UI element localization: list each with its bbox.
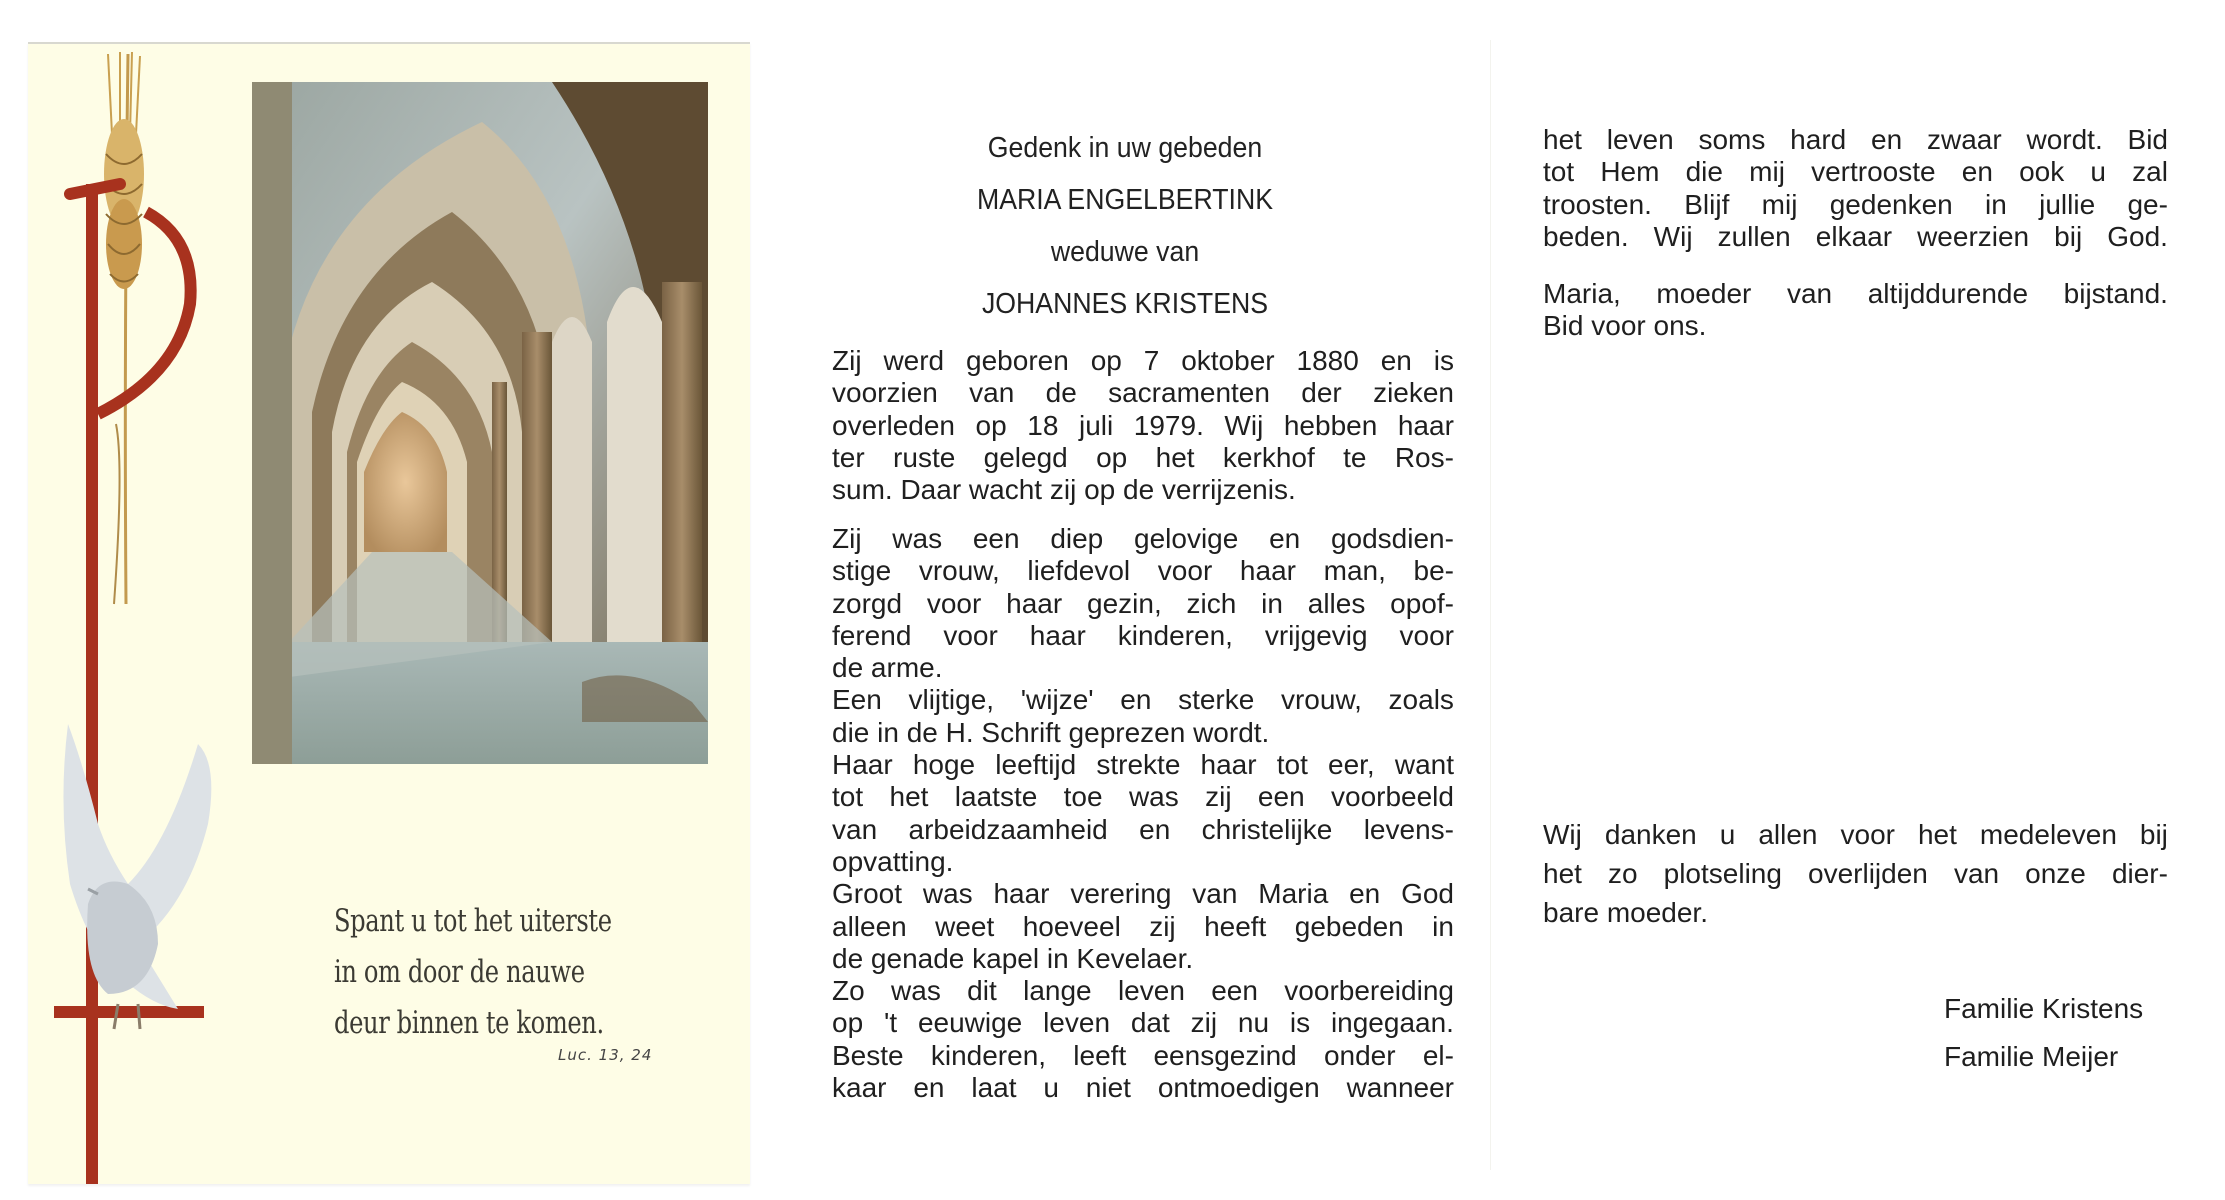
chi-rho-cross-illustration (28, 44, 268, 1184)
text-line: bare moeder. (1543, 897, 1708, 928)
text-line: Beste kinderen, leeft eensgezind onder el- (832, 1039, 1454, 1071)
prayer-card-inner-right (1500, 40, 2210, 1170)
text-line: Maria, moeder van altijddurende bijstand. (1543, 278, 2168, 309)
text-line: Zij was een diep gelovige en godsdien- (832, 523, 1454, 554)
text-line: tot Hem die mij vertrooste en ook u zal (1543, 156, 2168, 188)
text-line: Bid voor ons. (1543, 310, 1707, 342)
marian-invocation (1543, 278, 2168, 343)
text-line: Haar hoge leeftijd strekte haar tot eer, want (832, 749, 1454, 781)
spouse-name: JOHANNES KRISTENS (981, 288, 1269, 320)
text-line: opvatting. (832, 845, 954, 877)
text-line: van arbeidzaamheid en christelijke levens- (832, 813, 1454, 845)
thanks-paragraph (1543, 815, 2168, 932)
relation-text: weduwe van (1050, 236, 1200, 268)
family-signatures (1944, 985, 2143, 1081)
chi-rho-symbol (54, 184, 204, 1184)
deceased-name: MARIA ENGELBERTINK (976, 184, 1274, 216)
memorial-header (803, 122, 1447, 330)
prayer-card-front (28, 42, 750, 1184)
quote-line: deur binnen te komen. (334, 1005, 604, 1041)
text-line: Groot was haar verering van Maria en God (832, 878, 1454, 910)
text-line: het leven soms hard en zwaar wordt. Bid (1543, 124, 2168, 155)
text-line: op 't eeuwige leven dat zij nu is ingegaan. (832, 1007, 1454, 1039)
cloister-illustration (252, 82, 708, 764)
text-line: voorzien van de sacramenten der zieken (832, 377, 1454, 409)
text-line: beden. Wij zullen elkaar weerzien bij God. (1543, 220, 2168, 252)
text-line: zorgd voor haar gezin, zich in alles opof- (832, 587, 1454, 619)
text-line: Zij werd geboren op 7 oktober 1880 en is (832, 345, 1454, 376)
text-line: de genade kapel in Kevelaer. (832, 942, 1194, 974)
prayer-card-inner-left (775, 40, 1475, 1170)
text-line: Wij danken u allen voor het medeleven bij (1543, 819, 2168, 850)
text-line: Een vlijtige, 'wijze' en sterke vrouw, zoals (832, 684, 1454, 716)
text-line: stige vrouw, liefdevol voor haar man, be- (832, 555, 1454, 587)
text-line: alleen weet hoeveel zij heeft gebeden in (832, 910, 1454, 942)
text-line: sum. Daar wacht zij op de verrijzenis. (832, 474, 1296, 506)
biography-paragraph-2 (832, 523, 1454, 1104)
cloister-arches-photo (252, 82, 708, 764)
text-line: ferend voor haar kinderen, vrijgevig voor (832, 619, 1454, 651)
signature-line: Familie Meijer (1944, 1041, 2119, 1072)
text-line: Zo was dit lange leven een voorbereiding (832, 975, 1454, 1007)
text-line: kaar en laat u niet ontmoedigen wanneer (832, 1072, 1454, 1104)
text-line: troosten. Blijf mij gedenken in jullie ge- (1543, 188, 2168, 220)
text-line: die in de H. Schrift geprezen wordt. (832, 716, 1270, 748)
text-line: overleden op 18 juli 1979. Wij hebben haar (832, 409, 1454, 441)
quote-line: in om door de nauwe (334, 954, 585, 990)
bible-quote (334, 896, 612, 1049)
text-line: de arme. (832, 652, 943, 684)
text-line: tot het laatste toe was zij een voorbeeld (832, 781, 1454, 813)
text-line: het zo plotseling overlijden van onze dier- (1543, 858, 2168, 889)
dove-icon (63, 724, 211, 1029)
bible-citation: Luc. 13, 24 (558, 1046, 653, 1064)
quote-line: Spant u tot het uiterste (334, 903, 612, 939)
biography-paragraph-1 (832, 345, 1454, 506)
text-line: ter ruste gelegd op het kerkhof te Ros- (832, 441, 1454, 473)
wheat-ear-icon (104, 52, 144, 289)
card-fold-line (1490, 40, 1491, 1170)
cross-bar (54, 1006, 204, 1018)
memorial-intro: Gedenk in uw gebeden (987, 132, 1263, 164)
closing-paragraph (1543, 124, 2168, 253)
signature-line: Familie Kristens (1944, 993, 2144, 1024)
